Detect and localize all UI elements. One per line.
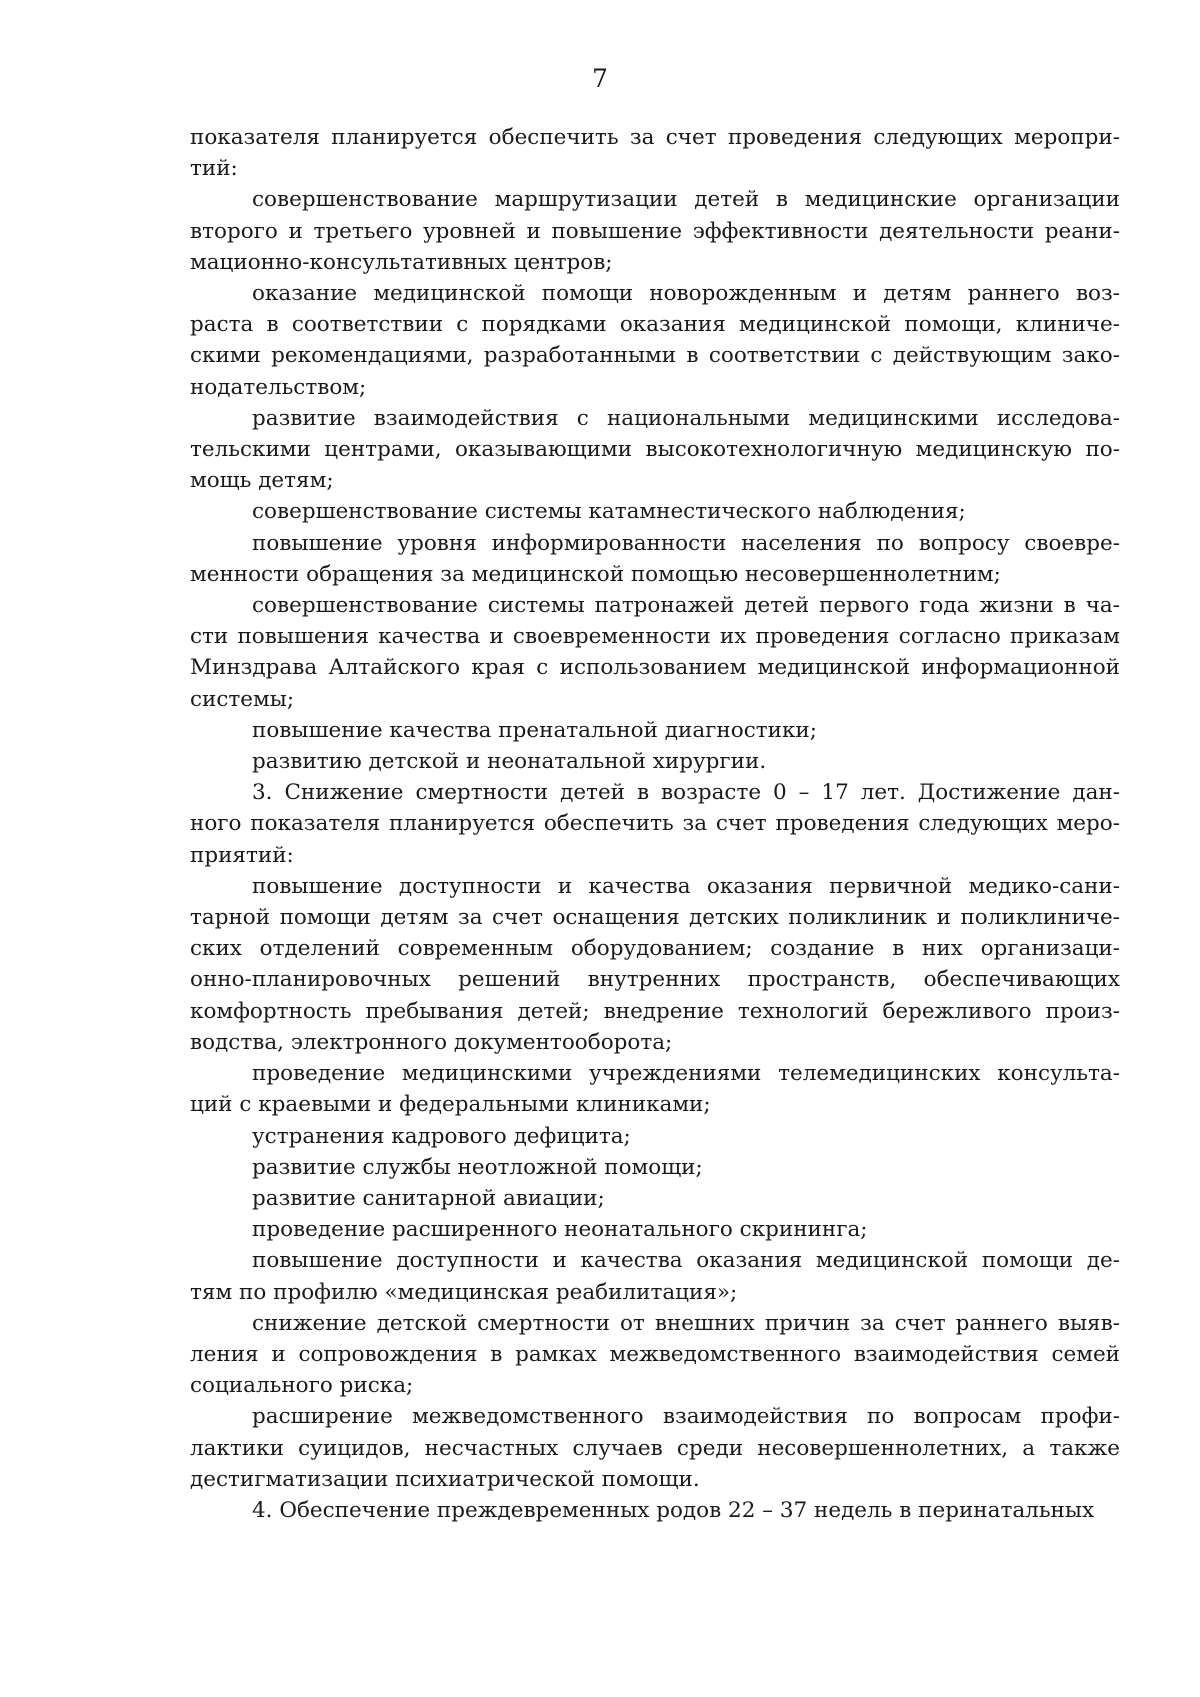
- text-line: повышение качества пренатальной диагностики;: [252, 717, 817, 743]
- text-line: онно-планировочных решений внутренних пространств, обеспечивающих: [190, 967, 1120, 993]
- text-line: повышение доступности и качества оказания первичной медико-сани-: [252, 873, 1120, 899]
- text-line: совершенствование системы патронажей детей первого года жизни в ча-: [252, 593, 1120, 619]
- text-line: тельскими центрами, оказывающими высокотехнологичную медицинскую по-: [190, 437, 1120, 463]
- document-body: [190, 122, 1120, 1526]
- text-line: повышение уровня информированности населения по вопросу своевре-: [252, 530, 1120, 556]
- paragraph: [190, 278, 1120, 403]
- text-line: ских отделений современным оборудованием; создание в них организаци-: [190, 936, 1120, 962]
- text-line: оказание медицинской помощи новорожденным и детям раннего воз-: [252, 281, 1120, 307]
- paragraph: [190, 1152, 1120, 1183]
- paragraph: [190, 1308, 1120, 1402]
- text-line: развитию детской и неонатальной хирургии.: [252, 749, 767, 775]
- text-line: совершенствование системы катамнестического наблюдения;: [252, 499, 966, 525]
- text-line: сти повышения качества и своевременности их проведения согласно приказам: [190, 624, 1120, 650]
- text-line: ления и сопровождения в рамках межведомственного взаимодействия семей: [190, 1341, 1120, 1367]
- paragraph: [190, 590, 1120, 715]
- paragraph: [190, 715, 1120, 746]
- page-number: 7: [592, 64, 608, 93]
- paragraph: [190, 1214, 1120, 1245]
- paragraph: [190, 184, 1120, 278]
- text-line: мощь детям;: [190, 468, 334, 494]
- text-line: тий:: [190, 156, 238, 182]
- text-line: нодательством;: [190, 374, 367, 400]
- text-line: второго и третьего уровней и повышение эффективности деятельности реани-: [190, 218, 1120, 244]
- text-line: мационно-консультативных центров;: [190, 249, 613, 275]
- text-line: устранения кадрового дефицита;: [252, 1123, 631, 1149]
- paragraph: [190, 1183, 1120, 1214]
- text-line: развитие санитарной авиации;: [252, 1185, 605, 1211]
- text-line: тям по профилю «медицинская реабилитация»;: [190, 1279, 738, 1305]
- text-line: расширение межведомственного взаимодействия по вопросам профи-: [252, 1404, 1120, 1430]
- paragraph: [190, 528, 1120, 590]
- text-line: социального риска;: [190, 1373, 414, 1399]
- text-line: менности обращения за медицинской помощью несовершеннолетним;: [190, 561, 1001, 587]
- paragraph: [190, 871, 1120, 1058]
- text-line: совершенствование маршрутизации детей в медицинские организации: [252, 187, 1120, 213]
- paragraph: [190, 403, 1120, 497]
- text-line: скими рекомендациями, разработанными в соответствии с действующим зако-: [190, 343, 1120, 369]
- paragraph: [190, 1121, 1120, 1152]
- text-line: развитие службы неотложной помощи;: [252, 1154, 703, 1180]
- paragraph: [190, 1495, 1120, 1526]
- text-line: ного показателя планируется обеспечить за счет проведения следующих меро-: [190, 811, 1120, 837]
- text-line: водства, электронного документооборота;: [190, 1029, 673, 1055]
- paragraph: [190, 122, 1120, 184]
- text-line: Минздрава Алтайского края с использованием медицинской информационной: [190, 655, 1120, 681]
- text-line: развитие взаимодействия с национальными медицинскими исследова-: [252, 405, 1120, 431]
- text-line: проведение расширенного неонатального скрининга;: [252, 1217, 868, 1243]
- paragraph: [190, 746, 1120, 777]
- paragraph: [190, 1401, 1120, 1495]
- text-line: 3. Снижение смертности детей в возрасте 0 – 17 лет. Достижение дан-: [252, 780, 1120, 806]
- text-line: дестигматизации психиатрической помощи.: [190, 1466, 700, 1492]
- text-line: приятий:: [190, 842, 294, 868]
- text-line: 4. Обеспечение преждевременных родов 22 – 37 недель в перинатальных: [252, 1497, 1095, 1523]
- text-line: тарной помощи детям за счет оснащения детских поликлиник и поликлиниче-: [190, 905, 1120, 931]
- text-line: показателя планируется обеспечить за счет проведения следующих меропри-: [190, 125, 1120, 150]
- paragraph: [190, 1058, 1120, 1120]
- text-line: раста в соответствии с порядками оказания медицинской помощи, клиниче-: [190, 312, 1120, 338]
- text-line: ций с краевыми и федеральными клиниками;: [190, 1092, 711, 1118]
- text-line: системы;: [190, 686, 295, 712]
- paragraph: [190, 496, 1120, 527]
- text-line: снижение детской смертности от внешних причин за счет раннего выяв-: [252, 1310, 1120, 1336]
- text-line: комфортность пребывания детей; внедрение технологий бережливого произ-: [190, 998, 1120, 1024]
- paragraph: [190, 1245, 1120, 1307]
- text-line: проведение медицинскими учреждениями телемедицинских консульта-: [252, 1061, 1120, 1087]
- paragraph: [190, 777, 1120, 871]
- text-line: повышение доступности и качества оказания медицинской помощи де-: [252, 1248, 1120, 1274]
- text-line: лактики суицидов, несчастных случаев среди несовершеннолетних, а также: [190, 1435, 1120, 1461]
